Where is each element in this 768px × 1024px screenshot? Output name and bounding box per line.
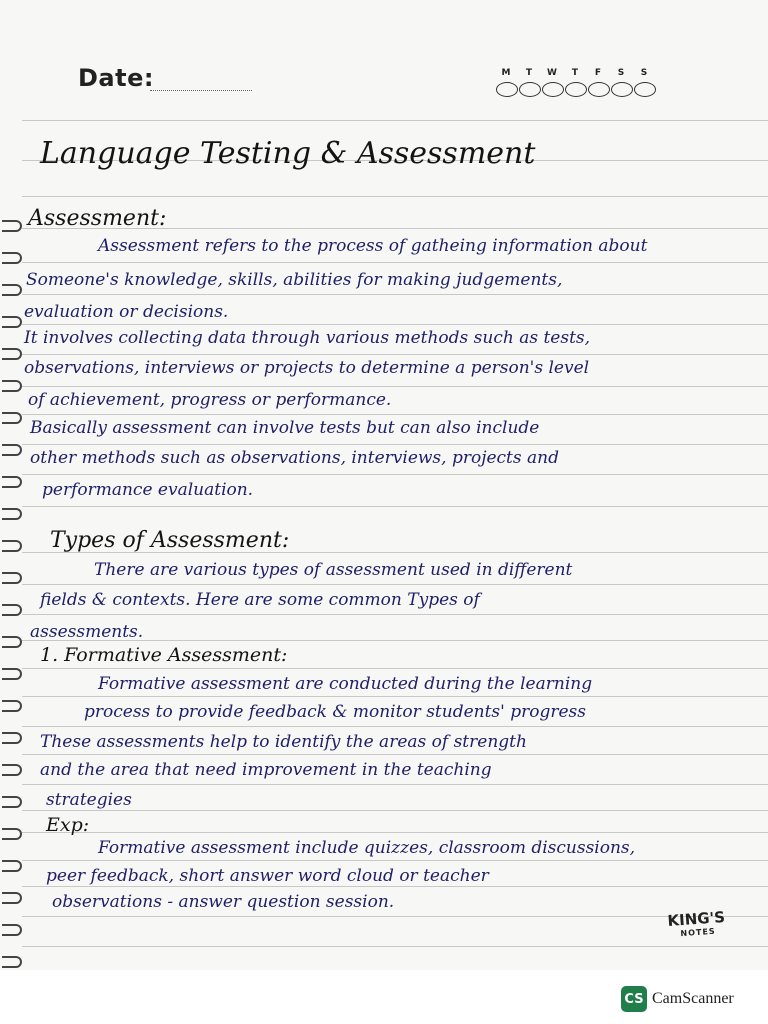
spiral-ring: [2, 828, 22, 840]
spiral-ring: [2, 476, 22, 488]
spiral-ring: [2, 220, 22, 232]
spiral-ring: [2, 732, 22, 744]
text-line: other methods such as observations, interviews, projects and: [30, 448, 559, 468]
weekday-circle: [565, 82, 587, 97]
text-line: strategies: [46, 790, 132, 810]
spiral-ring: [2, 956, 22, 968]
page-title: Language Testing & Assessment: [40, 136, 536, 171]
spiral-ring: [2, 572, 22, 584]
date-field: [150, 90, 252, 91]
text-line: performance evaluation.: [42, 480, 254, 500]
weekday-circle: [519, 82, 541, 97]
text-line: There are various types of assessment used in different: [94, 560, 573, 580]
text-line: observations, interviews or projects to determine a person's level: [24, 358, 590, 378]
camscanner-logo-icon: CS: [621, 986, 647, 1012]
weekday-letter: W: [547, 68, 557, 78]
date-label: Date:: [78, 64, 154, 92]
ruled-line: [22, 120, 768, 121]
ruled-line: [22, 506, 768, 507]
ruled-line: [22, 754, 768, 755]
ruled-line: [22, 668, 768, 669]
spiral-ring: [2, 764, 22, 776]
text-line: Formative assessment are conducted during the learning: [98, 674, 593, 694]
spiral-ring: [2, 380, 22, 392]
ruled-line: [22, 262, 768, 263]
ruled-line: [22, 324, 768, 325]
ruled-line: [22, 386, 768, 387]
ruled-line: [22, 696, 768, 697]
weekday-circle: [588, 82, 610, 97]
spiral-ring: [2, 668, 22, 680]
spiral-binding: [0, 0, 30, 970]
camscanner-label: CamScanner: [652, 990, 734, 1007]
text-line: and the area that need improvement in the teaching: [40, 760, 492, 780]
spiral-ring: [2, 540, 22, 552]
ruled-line: [22, 196, 768, 197]
ruled-line: [22, 810, 768, 811]
weekday-circle: [634, 82, 656, 97]
weekday-circle: [496, 82, 518, 97]
spiral-ring: [2, 348, 22, 360]
text-line: Formative assessment include quizzes, classroom discussions,: [98, 838, 636, 858]
spiral-ring: [2, 284, 22, 296]
spiral-ring: [2, 252, 22, 264]
text-line: Someone's knowledge, skills, abilities for making judgements,: [26, 270, 563, 290]
ruled-line: [22, 584, 768, 585]
spiral-ring: [2, 508, 22, 520]
spiral-ring: [2, 444, 22, 456]
text-line: observations - answer question session.: [52, 892, 395, 912]
weekday-letter: T: [525, 68, 533, 78]
weekday-selector: [495, 68, 665, 102]
heading-formative: 1. Formative Assessment:: [40, 644, 288, 666]
ruled-line: [22, 832, 768, 833]
ruled-line: [22, 916, 768, 917]
text-line: of achievement, progress or performance.: [28, 390, 392, 410]
ruled-line: [22, 294, 768, 295]
weekday-letter: T: [571, 68, 579, 78]
text-line: Basically assessment can involve tests but can also include: [30, 418, 540, 438]
weekday-letter: M: [501, 68, 511, 78]
ruled-line: [22, 444, 768, 445]
ruled-line: [22, 784, 768, 785]
spiral-ring: [2, 604, 22, 616]
spiral-ring: [2, 700, 22, 712]
ruled-line: [22, 354, 768, 355]
brand-logo: [666, 908, 726, 941]
text-line: evaluation or decisions.: [24, 302, 229, 322]
ruled-line: [22, 860, 768, 861]
spiral-ring: [2, 636, 22, 648]
brand-sub: NOTES: [680, 926, 716, 939]
spiral-ring: [2, 892, 22, 904]
spiral-ring: [2, 924, 22, 936]
weekday-circle: [611, 82, 633, 97]
spiral-ring: [2, 796, 22, 808]
weekday-circle: [542, 82, 564, 97]
ruled-line: [22, 474, 768, 475]
heading-types: Types of Assessment:: [50, 528, 290, 553]
ruled-line: [22, 886, 768, 887]
text-line: These assessments help to identify the areas of strength: [40, 732, 527, 752]
spiral-ring: [2, 412, 22, 424]
text-line: peer feedback, short answer word cloud or teacher: [46, 866, 489, 886]
ruled-line: [22, 726, 768, 727]
weekday-letter: F: [594, 68, 602, 78]
spiral-ring: [2, 860, 22, 872]
text-line: It involves collecting data through various methods such as tests,: [24, 328, 591, 348]
camscanner-watermark: [621, 986, 734, 1012]
text-line: Assessment refers to the process of gatheing information about: [98, 236, 648, 256]
heading-example: Exp:: [46, 814, 90, 836]
text-line: fields & contexts. Here are some common Types of: [40, 590, 480, 610]
spiral-ring: [2, 316, 22, 328]
weekday-letter: S: [617, 68, 625, 78]
brand-name: KING'S: [666, 908, 726, 930]
ruled-line: [22, 414, 768, 415]
text-line: assessments.: [30, 622, 144, 642]
weekday-letter: S: [640, 68, 648, 78]
heading-assessment: Assessment:: [28, 206, 167, 231]
ruled-line: [22, 614, 768, 615]
text-line: process to provide feedback & monitor students' progress: [84, 702, 586, 722]
ruled-line: [22, 946, 768, 947]
